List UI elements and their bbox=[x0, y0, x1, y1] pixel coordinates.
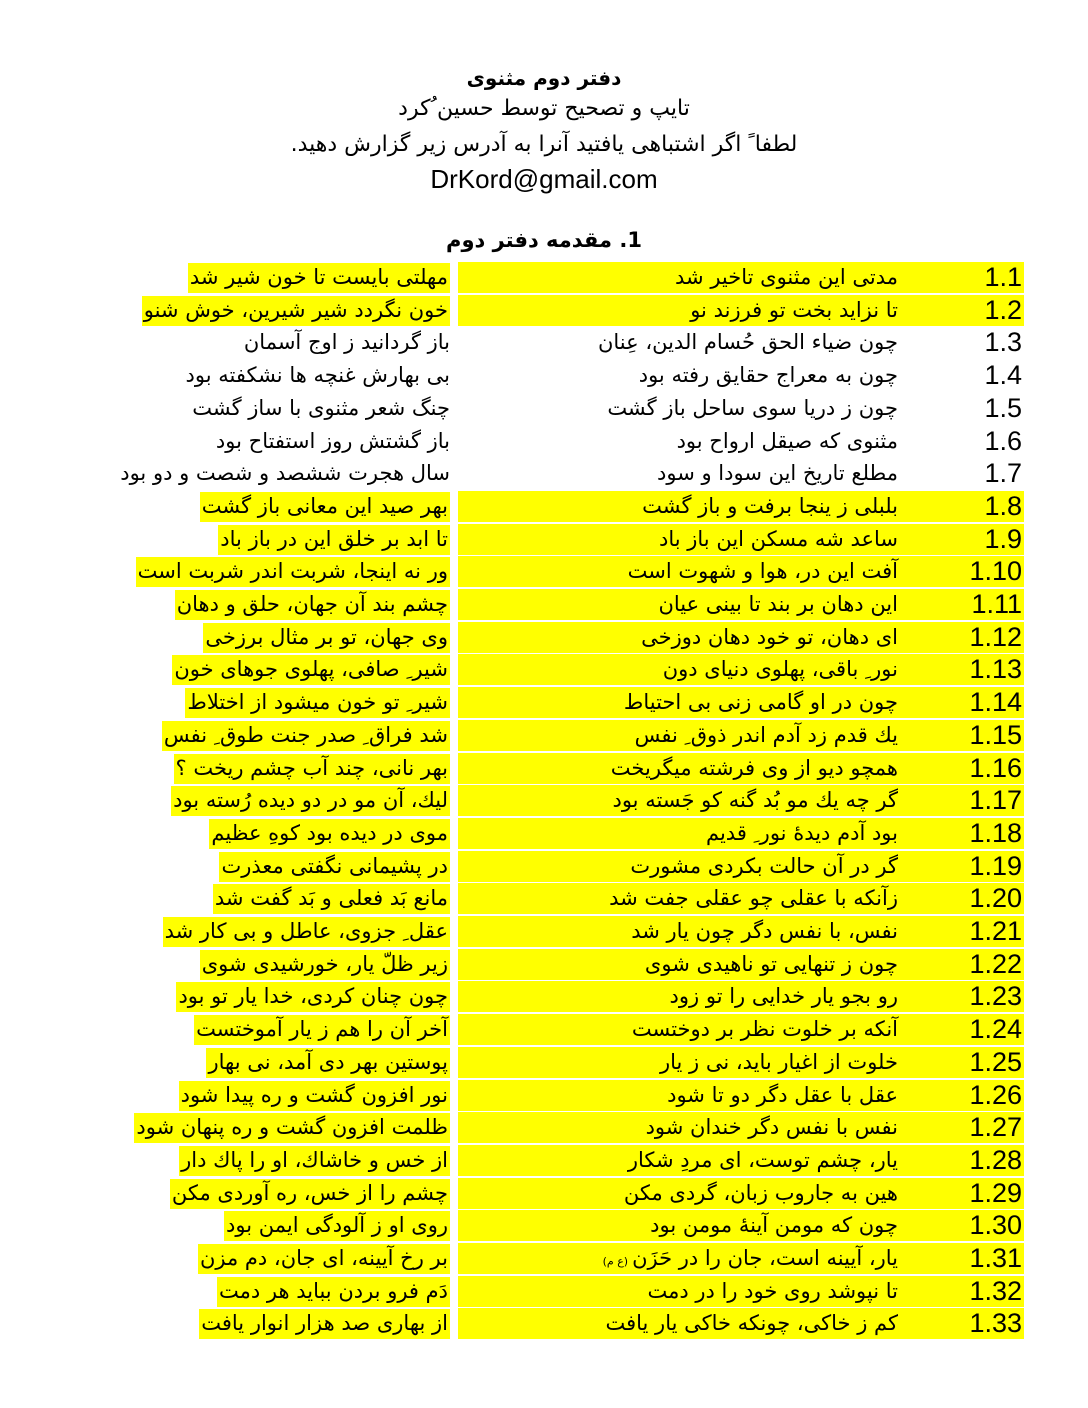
first-hemistich-text: گر در آن حالت بکردی مشورت bbox=[630, 853, 898, 878]
verse-second-hemistich bbox=[224, 1210, 450, 1241]
verse-row bbox=[0, 1308, 1088, 1339]
second-hemistich-text: باز گشتش روز استفتاح بود bbox=[215, 428, 450, 453]
verse-second-hemistich bbox=[120, 458, 450, 489]
second-hemistich-text: باز گردانید ز اوج آسمان bbox=[243, 330, 450, 355]
verse-second-hemistich bbox=[134, 1112, 450, 1143]
verse-second-hemistich bbox=[192, 393, 450, 424]
second-hemistich-text: مانع بَد فعلی و بَد گفت شد bbox=[213, 884, 450, 914]
verse-first-hemistich bbox=[635, 720, 898, 751]
verse-row bbox=[0, 458, 1088, 489]
verse-second-hemistich bbox=[179, 1080, 450, 1111]
verse-second-hemistich bbox=[171, 785, 450, 816]
verse-first-hemistich bbox=[650, 1210, 898, 1241]
document-title: دفتر دوم مثنوی bbox=[466, 66, 622, 90]
verse-first-hemistich bbox=[639, 360, 898, 391]
verse-first-hemistich bbox=[660, 1047, 898, 1078]
verse-number: 1.20 bbox=[969, 883, 1022, 914]
first-hemistich-text: یك قدم زد آدم اندر ذوق ِ نفس bbox=[634, 722, 898, 747]
second-hemistich-text: بهر صید این معانی باز گشت bbox=[200, 492, 450, 522]
first-hemistich-text: آنکه بر خلوت نظر بر دوختست bbox=[631, 1017, 898, 1042]
verse-row bbox=[0, 393, 1088, 424]
verse-first-hemistich bbox=[657, 458, 898, 489]
verse-row bbox=[0, 295, 1088, 326]
contact-email[interactable]: DrKord@gmail.com bbox=[430, 164, 658, 194]
verse-second-hemistich bbox=[200, 949, 450, 980]
first-hemistich-text: بلبلی ز ینجا برفت و باز گشت bbox=[642, 493, 898, 518]
verse-first-hemistich bbox=[630, 851, 898, 882]
second-hemistich-text: در پشیمانی نگفتی معذرت bbox=[219, 852, 450, 882]
first-hemistich-text: گر چه یك مو بُد گنه کو جَسته بود bbox=[612, 788, 898, 813]
verse-first-hemistich bbox=[628, 556, 898, 587]
first-hemistich-text: چون ز دریا سوی ساحل باز گشت bbox=[607, 395, 898, 420]
verse-row bbox=[0, 883, 1088, 914]
verse-first-hemistich bbox=[607, 393, 898, 424]
verse-number: 1.5 bbox=[984, 392, 1022, 423]
second-hemistich-text: چشم بند آن جهان، حلق و دهان bbox=[175, 590, 450, 620]
verse-number: 1.22 bbox=[969, 948, 1022, 979]
verse-number: 1.24 bbox=[969, 1014, 1022, 1045]
first-hemistich-text: عقل با عقل دگر دو تا شود bbox=[667, 1082, 898, 1107]
verse-row bbox=[0, 654, 1088, 685]
first-hemistich-text: آفت این در، هوا و شهوت است bbox=[627, 559, 898, 584]
verse-second-hemistich bbox=[194, 1014, 450, 1045]
verse-second-hemistich bbox=[174, 753, 450, 784]
verse-first-hemistich bbox=[675, 262, 898, 293]
verse-row bbox=[0, 818, 1088, 849]
first-hemistich-text: این دهان بر بند تا بینی عیان bbox=[658, 592, 898, 616]
second-hemistich-text: ظلمت افزون گشت و ره پنهان شود bbox=[134, 1113, 450, 1143]
verse-first-hemistich bbox=[598, 327, 898, 358]
second-hemistich-text: بی بهارش غنچه ها نشکفته بود bbox=[185, 363, 450, 388]
first-hemistich-text: نفس، با نفس دگر چون یار شد bbox=[631, 919, 898, 943]
verse-first-hemistich bbox=[611, 753, 898, 784]
verse-first-hemistich bbox=[659, 524, 898, 555]
verse-first-hemistich bbox=[677, 426, 898, 457]
verse-first-hemistich bbox=[624, 1178, 898, 1209]
first-hemistich-text: بود آدم دیدهٔ نور ِ قدیم bbox=[705, 820, 898, 845]
verse-second-hemistich bbox=[170, 1178, 450, 1209]
verse-first-hemistich bbox=[663, 654, 898, 685]
verse-number: 1.15 bbox=[969, 719, 1022, 750]
first-hemistich-text: ساعد شه مسکن این باز باد bbox=[659, 526, 898, 551]
verse-second-hemistich bbox=[188, 262, 450, 293]
second-hemistich-text: سال هجرت ششصد و شصت و دو بود bbox=[120, 461, 450, 486]
verse-number: 1.9 bbox=[984, 523, 1022, 554]
verse-first-hemistich bbox=[603, 1243, 898, 1277]
verse-second-hemistich bbox=[206, 1047, 450, 1078]
second-hemistich-text: شد فراق ِ صدر جنت طوق ِ نفس bbox=[162, 721, 450, 751]
verse-second-hemistich bbox=[185, 687, 450, 718]
verse-number: 1.21 bbox=[969, 916, 1022, 946]
verse-number: 1.28 bbox=[969, 1144, 1022, 1175]
first-hemistich-text: یار، آیینه است، جان را در حَزَن bbox=[632, 1246, 898, 1270]
second-hemistich-text: تا ابد بر خلق این در باز باد bbox=[218, 525, 450, 555]
verse-row bbox=[0, 1276, 1088, 1307]
first-hemistich-text: مثنوی که صیقل ارواح بود bbox=[676, 428, 898, 453]
credit-line: تایپ و تصحیح توسط حسین ُکرد bbox=[398, 96, 690, 121]
verse-second-hemistich bbox=[216, 426, 450, 457]
verse-number: 1.7 bbox=[984, 458, 1022, 489]
second-hemistich-text: مهلتی بایست تا خون شیر شد bbox=[188, 263, 450, 293]
verse-number: 1.8 bbox=[984, 490, 1022, 521]
verse-row bbox=[0, 1178, 1088, 1209]
second-hemistich-text: لیك، آن مو در دو دیده رُسته بود bbox=[171, 786, 450, 816]
verse-second-hemistich bbox=[162, 720, 450, 751]
verse-row bbox=[0, 720, 1088, 751]
first-hemistich-text: هین به جاروب زبان، گردی مکن bbox=[623, 1180, 898, 1205]
second-hemistich-text: ور نه اینجا، شربت اندر شربت است bbox=[136, 557, 450, 587]
first-hemistich-text: نور ِ باقی، پهلوی دنیای دون bbox=[662, 657, 898, 682]
verse-second-hemistich bbox=[209, 818, 450, 849]
verse-first-hemistich bbox=[631, 916, 898, 947]
first-hemistich-text: زآنکه با عقلی چو عقلی جفت شد bbox=[609, 886, 898, 911]
second-hemistich-text: از خس و خاشاك، او را پاك دار bbox=[179, 1146, 450, 1176]
verse-number: 1.2 bbox=[984, 294, 1022, 325]
verse-number: 1.12 bbox=[969, 621, 1022, 652]
verse-number: 1.6 bbox=[984, 425, 1022, 456]
verse-number: 1.32 bbox=[969, 1275, 1022, 1306]
second-hemistich-text: آخر آن را هم ز یار آموختست bbox=[194, 1015, 450, 1045]
first-hemistich-text: همچو دیو از وی فرشته میگریخت bbox=[610, 755, 898, 780]
verse-row bbox=[0, 851, 1088, 882]
verse-first-hemistich bbox=[667, 1080, 898, 1111]
verse-first-hemistich bbox=[706, 818, 898, 849]
verse-row bbox=[0, 556, 1088, 587]
second-hemistich-text: چشم را از خس، ره آوردی مکن bbox=[170, 1179, 450, 1209]
first-hemistich-text: چون که مومن آینهٔ مومن بود bbox=[650, 1213, 898, 1238]
first-hemistich-text: نفس با نفس دگر خندان شود bbox=[645, 1115, 898, 1140]
first-hemistich-text: ای دهان، تو خود دهان دوزخی bbox=[641, 624, 898, 649]
second-hemistich-text: شیر ِ صافی، پهلوی جوهای خون bbox=[172, 655, 450, 685]
verse-number: 1.33 bbox=[969, 1308, 1022, 1339]
verse-second-hemistich bbox=[142, 295, 450, 326]
verse-number: 1.27 bbox=[969, 1112, 1022, 1143]
verse-second-hemistich bbox=[136, 556, 450, 587]
verse-number: 1.19 bbox=[969, 850, 1022, 881]
verse-number: 1.18 bbox=[969, 817, 1022, 848]
second-hemistich-text: زیر ظلّ یار، خورشیدی شوی bbox=[200, 950, 450, 980]
verse-annotation: (ع م) bbox=[602, 1255, 629, 1268]
first-hemistich-text: مدتی این مثنوی تاخیر شد bbox=[675, 265, 898, 289]
verse-row bbox=[0, 622, 1088, 653]
verse-second-hemistich bbox=[186, 360, 450, 391]
second-hemistich-text: شیر ِ تو خون میشود از اختلاط bbox=[185, 688, 450, 718]
verse-number: 1.4 bbox=[984, 360, 1022, 391]
verse-row bbox=[0, 687, 1088, 718]
first-hemistich-text: چون ضیاء الحق حُسام الدین، عِنان bbox=[597, 330, 898, 355]
verse-second-hemistich bbox=[176, 981, 450, 1012]
first-hemistich-text: چون در او گامی زنی بی احتیاط bbox=[623, 690, 898, 715]
verse-number: 1.14 bbox=[969, 687, 1022, 718]
verse-first-hemistich bbox=[690, 295, 898, 326]
verse-first-hemistich bbox=[658, 589, 898, 620]
first-hemistich-text: تا نزاید بخت تو فرزند نو bbox=[690, 297, 898, 322]
verse-first-hemistich bbox=[609, 883, 898, 914]
verse-first-hemistich bbox=[612, 785, 898, 816]
verse-row bbox=[0, 589, 1088, 620]
second-hemistich-text: پوستین بهر دی آمد، نی بهار bbox=[206, 1048, 450, 1078]
first-hemistich-text: کم ز خاکی، چونکه خاکی یار یافت bbox=[605, 1311, 898, 1336]
verse-number: 1.3 bbox=[984, 327, 1022, 358]
verse-row bbox=[0, 981, 1088, 1012]
second-hemistich-text: از بهاری صد هزار انوار یافت bbox=[199, 1309, 450, 1339]
verse-row bbox=[0, 1145, 1088, 1176]
verse-number: 1.29 bbox=[969, 1177, 1022, 1208]
first-hemistich-text: چون به معراج حقایق رفته بود bbox=[638, 363, 898, 388]
verse-second-hemistich bbox=[244, 327, 450, 358]
verse-second-hemistich bbox=[219, 851, 450, 882]
verse-number: 1.23 bbox=[969, 981, 1022, 1012]
verse-row bbox=[0, 916, 1088, 947]
second-hemistich-text: دَم فرو بردن بباید هر دمت bbox=[217, 1277, 450, 1307]
second-hemistich-text: خون نگردد شیر شیرین، خوش شنو bbox=[142, 296, 450, 326]
section-heading: 1. مقدمه دفتر دوم bbox=[446, 228, 642, 252]
first-hemistich-text: مطلع تاریخ این سودا و سود bbox=[657, 461, 898, 486]
verse-number: 1.13 bbox=[969, 654, 1022, 685]
verse-row bbox=[0, 785, 1088, 816]
first-hemistich-text: چون ز تنهایی تو ناهیدی شوی bbox=[644, 951, 898, 976]
verse-second-hemistich bbox=[163, 916, 450, 947]
verse-row bbox=[0, 360, 1088, 391]
verse-second-hemistich bbox=[218, 524, 450, 555]
verse-number: 1.11 bbox=[971, 589, 1022, 619]
verse-first-hemistich bbox=[670, 981, 898, 1012]
verse-row bbox=[0, 426, 1088, 457]
first-hemistich-text: یار، چشم توست، ای مردِ شکار bbox=[627, 1147, 898, 1172]
second-hemistich-text: بر رخ آیینه، ای جان، دم مزن bbox=[198, 1244, 450, 1274]
verse-number: 1.26 bbox=[969, 1079, 1022, 1110]
verse-row bbox=[0, 949, 1088, 980]
verse-second-hemistich bbox=[203, 622, 450, 653]
verse-first-hemistich bbox=[624, 687, 898, 718]
verse-number: 1.1 bbox=[984, 262, 1022, 292]
second-hemistich-text: نور افزون گشت و ره پیدا شود bbox=[179, 1081, 450, 1111]
first-hemistich-text: رو بجو یار خدایی را تو زود bbox=[669, 984, 898, 1009]
verse-row bbox=[0, 327, 1088, 358]
error-report-request: لطفا ً اگر اشتباهی یافتید آنرا به آدرس زیر گزارش دهید. bbox=[290, 132, 798, 157]
verse-number: 1.30 bbox=[969, 1210, 1022, 1241]
verse-row bbox=[0, 753, 1088, 784]
first-hemistich-text: خلوت از اغیار باید، نی ز یار bbox=[659, 1049, 898, 1074]
verse-row bbox=[0, 262, 1088, 293]
verse-row bbox=[0, 1014, 1088, 1045]
verse-number: 1.10 bbox=[969, 556, 1022, 587]
verse-first-hemistich bbox=[605, 1308, 898, 1339]
verse-second-hemistich bbox=[172, 654, 450, 685]
verse-row bbox=[0, 1080, 1088, 1111]
verse-number: 1.31 bbox=[969, 1243, 1022, 1273]
second-hemistich-text: چنگ شعر مثنوی با ساز گشت bbox=[192, 395, 450, 420]
verse-first-hemistich bbox=[645, 949, 898, 980]
verse-first-hemistich bbox=[642, 491, 898, 522]
verse-first-hemistich bbox=[632, 1014, 898, 1045]
verse-first-hemistich bbox=[647, 1276, 898, 1307]
second-hemistich-text: وی جهان، تو بر مثال برزخی bbox=[203, 623, 450, 653]
verse-first-hemistich bbox=[646, 1112, 898, 1143]
second-hemistich-text: عقل ِ جزوی، عاطل و بی کار شد bbox=[163, 917, 450, 947]
verse-number: 1.25 bbox=[969, 1046, 1022, 1077]
verse-row bbox=[0, 524, 1088, 555]
second-hemistich-text: چون چنان کردی، خدا یار تو بود bbox=[176, 982, 450, 1012]
verse-row bbox=[0, 1112, 1088, 1143]
verse-number: 1.17 bbox=[969, 785, 1022, 816]
verse-second-hemistich bbox=[175, 589, 450, 620]
verse-second-hemistich bbox=[179, 1145, 450, 1176]
verse-second-hemistich bbox=[217, 1276, 450, 1307]
verse-second-hemistich bbox=[213, 883, 450, 914]
second-hemistich-text: روی او ز آلودگی ایمن بود bbox=[224, 1211, 450, 1241]
verse-number: 1.16 bbox=[969, 752, 1022, 783]
verse-second-hemistich bbox=[200, 491, 450, 522]
verse-row bbox=[0, 491, 1088, 522]
verse-row bbox=[0, 1210, 1088, 1241]
verse-row bbox=[0, 1047, 1088, 1078]
verse-second-hemistich bbox=[199, 1308, 450, 1339]
verse-first-hemistich bbox=[641, 622, 898, 653]
verse-second-hemistich bbox=[198, 1243, 450, 1274]
second-hemistich-text: موی در دیده بود کوهِ عظیم bbox=[209, 819, 450, 849]
second-hemistich-text: بهر نانی، چند آب چشم ریخت ؟ bbox=[174, 754, 450, 784]
verse-first-hemistich bbox=[628, 1145, 898, 1176]
verse-row bbox=[0, 1243, 1088, 1274]
first-hemistich-text: تا نپوشد روی خود را در دمت bbox=[647, 1278, 898, 1303]
